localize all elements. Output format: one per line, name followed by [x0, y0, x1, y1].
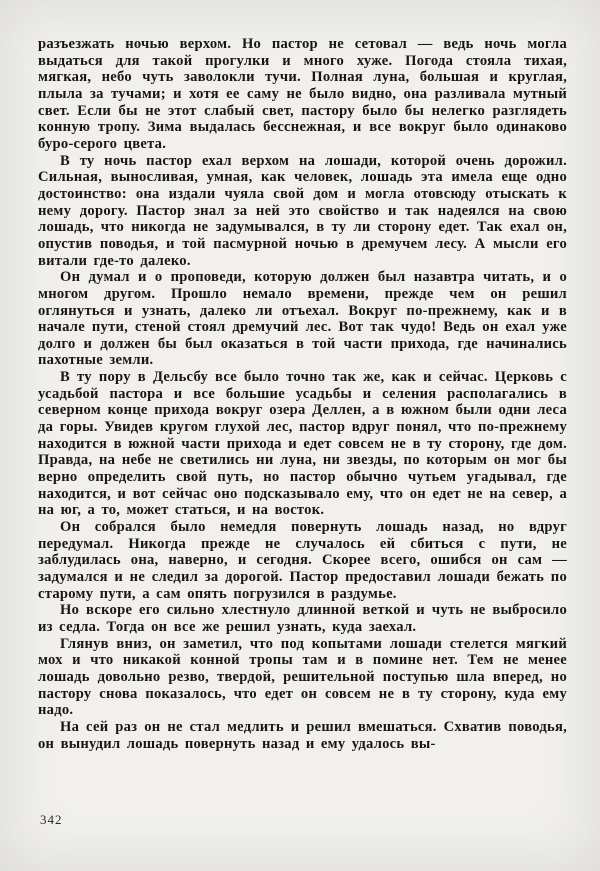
- paragraph: В ту ночь пастор ехал верхом на лошади, которой очень дорожил. Сильная, выносливая, умная, как человек, лошадь эта имела еще одно достоинство: она издали чуяла свой дом и могла отовсюду отыскать к нему дорогу. Пастор знал за ней это свойство и так надеялся на свою лошадь, что никогда не задумывался, в ту ли сторону едет. Так ехал он, опустив поводья, и той пасмурной ночью в дремучем лесу. А мысли его витали где-то далеко.: [38, 152, 567, 269]
- paragraph: Он собрался было немедля повернуть лошадь назад, но вдруг передумал. Никогда прежде не случалось ей сбиться с пути, не заблудилась она, наверно, и сегодня. Скорее всего, ошибся он сам — задумался и не следил за дорогой. Пастор предоставил лошади бежать по старому пути, а сам опять погрузился в раздумье.: [38, 519, 567, 602]
- paragraph: Глянув вниз, он заметил, что под копытами лошади стелется мягкий мох и что никакой конной тропы там и в помине нет. Тем не менее лошадь довольно резво, твердой, решительной поступью шла вперед, но пастору снова показалось, что едет он совсем не в ту сторону, куда ему надо.: [38, 635, 567, 719]
- paragraph: Он думал и о проповеди, которую должен был назавтра читать, и о многом другом. Прошло немало времени, прежде чем он решил оглянуться и узнать, далеко ли отъехал. Вокруг по-прежнему, как и в начале пути, стеной стоял дремучий лес. Вот так чудо! Ведь он ехал уже долго и должен бы был оказаться в той части прихода, где начинались пахотные земли.: [38, 269, 567, 369]
- paragraph: На сей раз он не стал медлить и решил вмешаться. Схватив поводья, он вынудил лошадь повернуть назад и ему удалось вы-: [38, 718, 567, 752]
- page-text-block: [38, 36, 567, 752]
- paragraph: В ту пору в Дельсбу все было точно так же, как и сейчас. Церковь с усадьбой пастора и все большие усадьбы и селения располагались в северном конце прихода вокруг озера Деллен, а в южном были одни леса да горы. Увидев кругом глухой лес, пастор вдруг понял, что по-прежнему находится в южной части прихода и едет совсем не в ту сторону, где дом. Правда, на небе не светились ни луна, ни звезды, по которым он мог бы верно определить свой путь, но пастор обычно чутьем угадывал, где находится, и вот сейчас оно подсказывало ему, что он едет не на север, а на юг, а то, может статься, и на восток.: [38, 369, 567, 519]
- paragraph: разъезжать ночью верхом. Но пастор не сетовал — ведь ночь могла выдаться для такой прогулки и много хуже. Погода стояла тихая, мягкая, небо чуть заволокли тучи. Полная луна, большая и круглая, плыла за тучами; и хотя ее саму не было видно, она разливала мутный свет. Если бы не этот слабый свет, пастору было бы нелегко разглядеть конную тропу. Зима выдалась бесснежная, и все вокруг было одинаково буро-серого цвета.: [38, 36, 567, 152]
- paragraph: Но вскоре его сильно хлестнуло длинной веткой и чуть не выбросило из седла. Тогда он все же решил узнать, куда заехал.: [38, 602, 567, 635]
- page-number: 342: [40, 812, 63, 827]
